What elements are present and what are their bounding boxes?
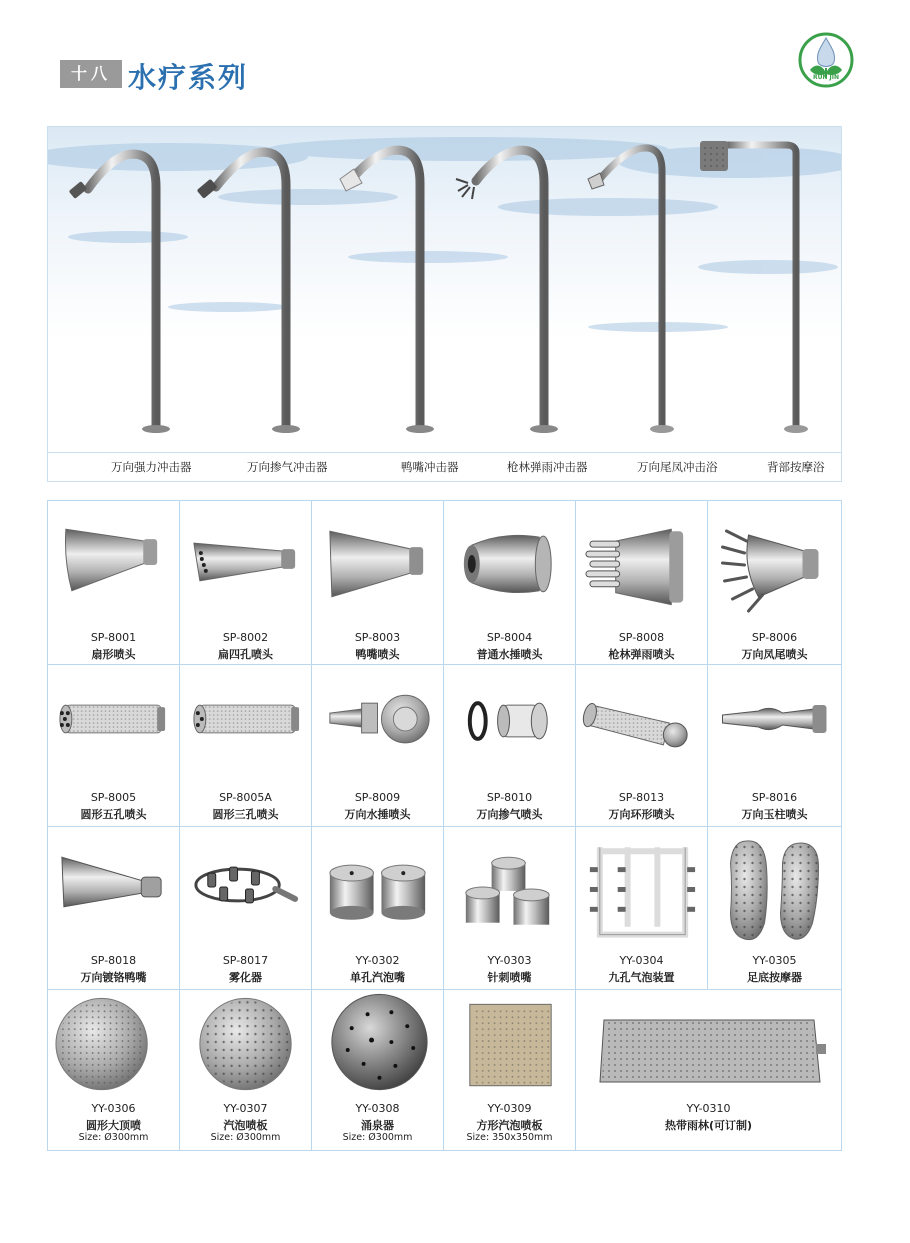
- product-card: [180, 990, 312, 1150]
- product-name: 万向掺气喷头: [476, 808, 543, 821]
- product-card: [708, 827, 841, 990]
- universal-aerated-nozzle-image: [444, 665, 575, 783]
- duck-bill-nozzle-image: [312, 501, 443, 619]
- foot-massager-image: [708, 827, 841, 945]
- product-name: 圆形三孔喷头: [212, 808, 279, 821]
- universal-jade-pillar-nozzle-image: [708, 665, 841, 783]
- product-code: SP-8005A: [219, 791, 272, 804]
- top-caption-6: 背部按摩浴: [767, 460, 825, 474]
- top-caption-2: 万向掺气冲击器: [247, 460, 328, 474]
- product-card: [48, 990, 180, 1150]
- product-card: [576, 827, 708, 990]
- product-card: [708, 501, 841, 665]
- product-card: [576, 665, 708, 827]
- product-code: SP-8017: [222, 954, 269, 967]
- product-code: YY-0310: [686, 1102, 731, 1115]
- product-name: 扇形喷头: [91, 648, 136, 661]
- brand-logo: [796, 30, 856, 98]
- water-background: [48, 127, 841, 457]
- product-card: [576, 990, 841, 1150]
- product-card: [180, 501, 312, 665]
- product-size: Size: 350x350mm: [466, 1132, 553, 1143]
- product-code: YY-0307: [223, 1102, 268, 1115]
- product-card: [48, 827, 180, 990]
- product-code: YY-0306: [91, 1102, 136, 1115]
- product-name: 万向玉柱喷头: [741, 808, 808, 821]
- round-three-hole-nozzle-image: [180, 665, 311, 783]
- product-name: 九孔气泡装置: [608, 971, 675, 984]
- product-code: SP-8002: [222, 631, 269, 644]
- section-number-badge: 十八: [60, 60, 122, 88]
- product-code: SP-8018: [90, 954, 137, 967]
- phoenix-tail-nozzle-image: [708, 501, 841, 619]
- nine-hole-bubble-device-image: [576, 827, 707, 945]
- product-name: 圆形五孔喷头: [80, 808, 147, 821]
- water-hammer-nozzle-image: [444, 501, 575, 619]
- product-code: SP-8004: [486, 631, 533, 644]
- product-code: YY-0303: [487, 954, 532, 967]
- product-code: SP-8016: [751, 791, 798, 804]
- product-code: SP-8013: [618, 791, 665, 804]
- product-name: 雾化器: [229, 971, 262, 984]
- product-card: [312, 827, 444, 990]
- universal-ring-nozzle-image: [576, 665, 707, 783]
- product-name: 枪林弹雨喷头: [608, 648, 675, 661]
- product-card: [180, 827, 312, 990]
- universal-hammer-nozzle-image: [312, 665, 443, 783]
- impactor-1-illustration: [69, 154, 170, 433]
- product-code: SP-8001: [90, 631, 137, 644]
- product-grid: [47, 500, 842, 1151]
- product-name: 万向镀铬鸭嘴: [80, 971, 147, 984]
- spring-fountain-image: [312, 990, 443, 1108]
- product-name: 涌泉器: [361, 1119, 394, 1132]
- product-name: 单孔汽泡嘴: [350, 971, 405, 984]
- product-size: Size: Ø300mm: [210, 1132, 281, 1143]
- product-code: YY-0305: [752, 954, 797, 967]
- product-name: 针刺喷嘴: [487, 971, 532, 984]
- product-name: 万向凤尾喷头: [741, 648, 808, 661]
- product-card: [180, 665, 312, 827]
- logo-text: RUN JIN: [812, 74, 840, 81]
- tropical-rain-shower-image: [576, 990, 841, 1108]
- product-name: 万向水捶喷头: [344, 808, 411, 821]
- top-caption-4: 枪林弹雨冲击器: [507, 460, 588, 474]
- product-card: [576, 501, 708, 665]
- product-code: SP-8006: [751, 631, 798, 644]
- impactor-4-illustration: [456, 150, 558, 433]
- flat-four-hole-nozzle-image: [180, 501, 311, 619]
- gun-rain-nozzle-image: [576, 501, 707, 619]
- product-name: 鸭嘴喷头: [355, 648, 400, 661]
- top-caption-3: 鸭嘴冲击器: [401, 460, 459, 474]
- impactor-6-illustration: [700, 141, 808, 433]
- impactor-5-illustration: [588, 148, 674, 433]
- product-name: 普通水捶喷头: [476, 648, 543, 661]
- product-code: YY-0308: [355, 1102, 400, 1115]
- product-card: [312, 990, 444, 1150]
- product-card: [444, 501, 576, 665]
- impactor-showcase: [47, 126, 842, 482]
- product-code: YY-0302: [355, 954, 400, 967]
- product-card: [444, 990, 576, 1150]
- product-card: [312, 501, 444, 665]
- product-code: SP-8005: [90, 791, 137, 804]
- page-title: 水疗系列: [128, 61, 249, 94]
- product-code: YY-0309: [487, 1102, 532, 1115]
- atomizer-image: [180, 827, 311, 945]
- product-name: 足底按摩器: [747, 971, 802, 984]
- round-ceiling-spray-image: [48, 990, 179, 1108]
- product-size: Size: Ø300mm: [78, 1132, 149, 1143]
- product-card: [444, 665, 576, 827]
- product-card: [48, 665, 180, 827]
- fan-nozzle-image: [48, 501, 179, 619]
- square-bubble-spray-plate-image: [444, 990, 575, 1108]
- product-name: 汽泡喷板: [223, 1119, 268, 1132]
- product-name: 方形汽泡喷板: [476, 1119, 543, 1132]
- product-name: 热带雨林(可订制): [664, 1119, 753, 1132]
- single-hole-bubble-nozzle-image: [312, 827, 443, 945]
- product-name: 万向环形喷头: [608, 808, 675, 821]
- product-code: SP-8003: [354, 631, 401, 644]
- product-card: [708, 665, 841, 827]
- top-caption-1: 万向强力冲击器: [111, 460, 192, 474]
- product-name: 扁四孔喷头: [218, 648, 273, 661]
- chrome-duck-bill-image: [48, 827, 179, 945]
- product-card: [444, 827, 576, 990]
- product-code: SP-8009: [354, 791, 401, 804]
- product-card: [48, 501, 180, 665]
- round-five-hole-nozzle-image: [48, 665, 179, 783]
- product-code: SP-8010: [486, 791, 533, 804]
- top-caption-5: 万向尾凤冲击浴: [637, 460, 718, 474]
- product-card: [312, 665, 444, 827]
- bubble-spray-plate-image: [180, 990, 311, 1108]
- product-code: YY-0304: [619, 954, 664, 967]
- product-name: 圆形大顶喷: [86, 1119, 141, 1132]
- needle-spray-nozzle-image: [444, 827, 575, 945]
- product-size: Size: Ø300mm: [342, 1132, 413, 1143]
- product-code: SP-8008: [618, 631, 665, 644]
